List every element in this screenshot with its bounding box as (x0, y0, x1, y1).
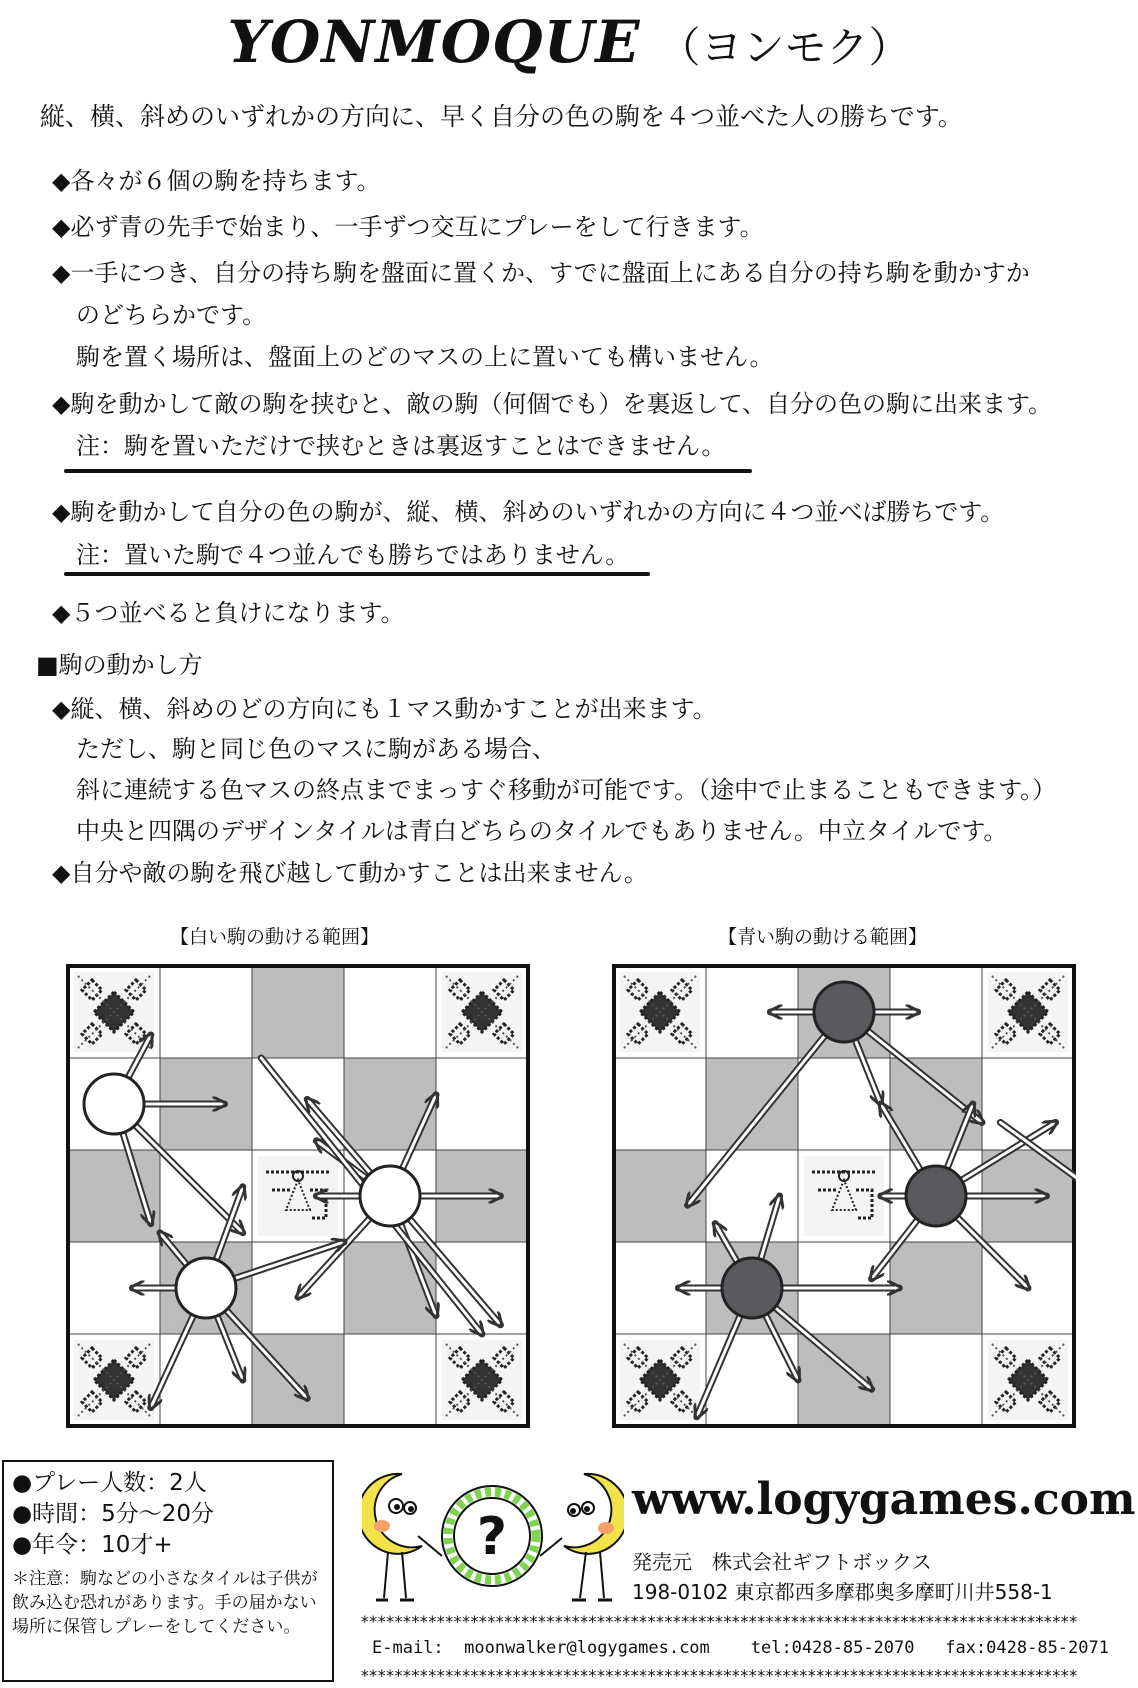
gray-tile (252, 1334, 344, 1426)
white-tile (160, 966, 252, 1058)
white-tile (798, 1058, 890, 1150)
rule-note: 注：駒を置いただけで挟むときは裏返すことはできません。 (76, 432, 726, 460)
gray-tile (798, 1334, 890, 1426)
blue-board-caption: 【青い駒の動ける範囲】 (718, 926, 928, 948)
rule-line: ◆一手につき、自分の持ち駒を盤面に置くか、すでに盤面上にある自分の持ち駒を動かすか (52, 259, 1030, 287)
blue-piece (906, 1166, 966, 1226)
white-tile (160, 1334, 252, 1426)
star-divider: ************************************************************************************* (360, 1612, 1077, 1631)
white-tile (436, 1242, 528, 1334)
white-tile (436, 1058, 528, 1150)
star-divider: ************************************************************************************* (360, 1666, 1077, 1685)
rule-note: 注：置いた駒で４つ並んでも勝ちではありません。 (76, 541, 630, 569)
tel-number: tel:0428-85-2070 (750, 1638, 915, 1658)
gray-tile (252, 966, 344, 1058)
website-link[interactable]: www.logygames.com (632, 1474, 1136, 1525)
gray-tile (68, 1150, 160, 1242)
underline (64, 572, 650, 576)
white-tile (344, 966, 436, 1058)
design-tile (988, 972, 1068, 1052)
design-tile (988, 1340, 1068, 1420)
blue-board (612, 964, 1076, 1428)
title-latin: YONMOQUE (227, 8, 641, 76)
time-info: ●時間：5分～20分 (12, 1501, 214, 1527)
movement-line: 中央と四隅のデザインタイルは青白どちらのタイルでもありません。中立タイルです。 (76, 817, 1008, 845)
publisher: 発売元 株式会社ギフトボックス (632, 1550, 932, 1574)
white-piece (360, 1166, 420, 1226)
players-info: ●プレー人数：2人 (12, 1470, 207, 1496)
rule-line: ◆各々が６個の駒を持ちます。 (52, 167, 381, 195)
white-tile (344, 1334, 436, 1426)
title-kana: （ヨンモク） (658, 23, 911, 72)
movement-line: ただし、駒と同じ色のマスに駒がある場合、 (76, 735, 556, 763)
left-moon-icon (362, 1474, 442, 1600)
intro-text: 縦、横、斜めのいずれかの方向に、早く自分の色の駒を４つ並べた人の勝ちです。 (40, 102, 963, 131)
right-moon-icon (540, 1474, 624, 1600)
movement-line: ◆縦、横、斜めのどの方向にも１マス動かすことが出来ます。 (52, 695, 717, 723)
fax-number: fax:0428-85-2071 (945, 1638, 1109, 1658)
white-piece (176, 1258, 236, 1318)
design-tile (804, 1156, 884, 1236)
rule-line: 駒を置く場所は、盤面上のどのマスの上に置いても構いません。 (76, 343, 774, 371)
address: 198-0102 東京都西多摩郡奥多摩町川井558-1 (632, 1580, 1053, 1604)
white-board-caption: 【白い駒の動ける範囲】 (170, 926, 380, 948)
question-ring-icon (442, 1486, 542, 1586)
gray-tile (344, 1058, 436, 1150)
design-tile (442, 1340, 522, 1420)
design-tile (620, 972, 700, 1052)
mascot-logo (362, 1466, 624, 1608)
email-label: E-mail: (372, 1638, 444, 1658)
rule-line: ◆必ず青の先手で始まり、一手ずつ交互にプレーをして行きます。 (52, 213, 764, 241)
svg-text:?: ? (476, 1507, 508, 1567)
page-title (0, 8, 1138, 76)
white-board (66, 964, 530, 1428)
safety-note: ＊注意：駒などの小さなタイルは子供が飲み込む恐れがあります。手の届かない場所に保管しプレーをしてください。 (12, 1569, 318, 1637)
info-box (2, 1460, 334, 1682)
blue-piece (722, 1258, 782, 1318)
email-link[interactable]: moonwalker@logygames.com (464, 1638, 710, 1658)
rule-line: ◆５つ並べると負けになります。 (52, 599, 405, 627)
rule-line: ◆駒を動かして自分の色の駒が、縦、横、斜めのいずれかの方向に４つ並べば勝ちです。 (52, 498, 1005, 526)
white-piece (84, 1074, 144, 1134)
white-tile (890, 1334, 982, 1426)
contact-line (372, 1638, 1109, 1658)
design-tile (620, 1340, 700, 1420)
rule-line: のどちらかです。 (76, 301, 267, 329)
gray-tile (706, 1058, 798, 1150)
white-tile (614, 1058, 706, 1150)
underline (64, 469, 752, 473)
movement-line: ◆自分や敵の駒を飛び越して動かすことは出来ません。 (52, 859, 648, 887)
design-tile (442, 972, 522, 1052)
movement-heading: ■駒の動かし方 (36, 651, 203, 679)
age-info: ●年令：10才+ (12, 1532, 173, 1558)
gray-tile (890, 1242, 982, 1334)
rule-line: ◆駒を動かして敵の駒を挟むと、敵の駒（何個でも）を裏返して、自分の色の駒に出来ます。 (52, 390, 1053, 418)
design-tile (74, 972, 154, 1052)
blue-piece (814, 982, 874, 1042)
movement-line: 斜に連続する色マスの終点までまっすぐ移動が可能です。（途中で止まることもできます。） (76, 776, 1057, 804)
design-tile (74, 1340, 154, 1420)
